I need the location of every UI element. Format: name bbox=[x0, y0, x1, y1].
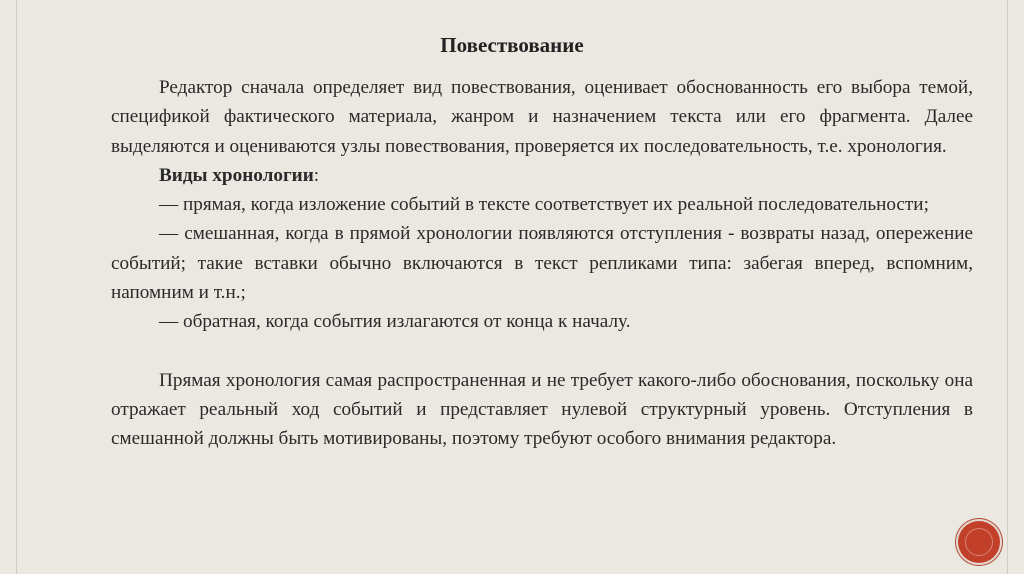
chronology-heading bbox=[111, 161, 973, 190]
paragraph-conclusion: Прямая хронология самая распространенная и не требует какого-либо обоснования, поскольку она отражает реальный ход событий и представляет нулевой структурный уровень. Отступления в смешанной должны быть мотивированы, поэтому требуют особого внимания редактора. bbox=[111, 369, 973, 450]
paragraph-intro: Редактор сначала определяет вид повествования, оценивает обоснованность его выбора темой, спецификой фактического материала, жанром и назначением текста или его фрагмента. Далее выделяются и оцениваются узлы повествования, проверяется их последовательность, т.е. хронология. bbox=[111, 77, 973, 157]
chronology-heading-colon: : bbox=[313, 164, 320, 186]
chronology-heading-label: Виды хронологии bbox=[159, 164, 314, 186]
slide-body bbox=[111, 73, 973, 454]
paragraph-spacer bbox=[111, 337, 973, 366]
slide-frame bbox=[16, 0, 1008, 574]
red-circle-badge-icon bbox=[958, 521, 1000, 563]
slide-title: Повествование bbox=[440, 33, 584, 57]
list-item-reverse: — обратная, когда события излагаются от конца к началу. bbox=[159, 311, 631, 333]
list-item-mixed: — смешанная, когда в прямой хронологии появляются отступления - возвраты назад, опережение событий; такие вставки обычно включаются в текст репликами типа: забегая вперед, вспомним, напомним и т.н.; bbox=[111, 223, 973, 304]
list-item-direct: — прямая, когда изложение событий в тексте соответствует их реальной последовательности; bbox=[159, 194, 929, 216]
